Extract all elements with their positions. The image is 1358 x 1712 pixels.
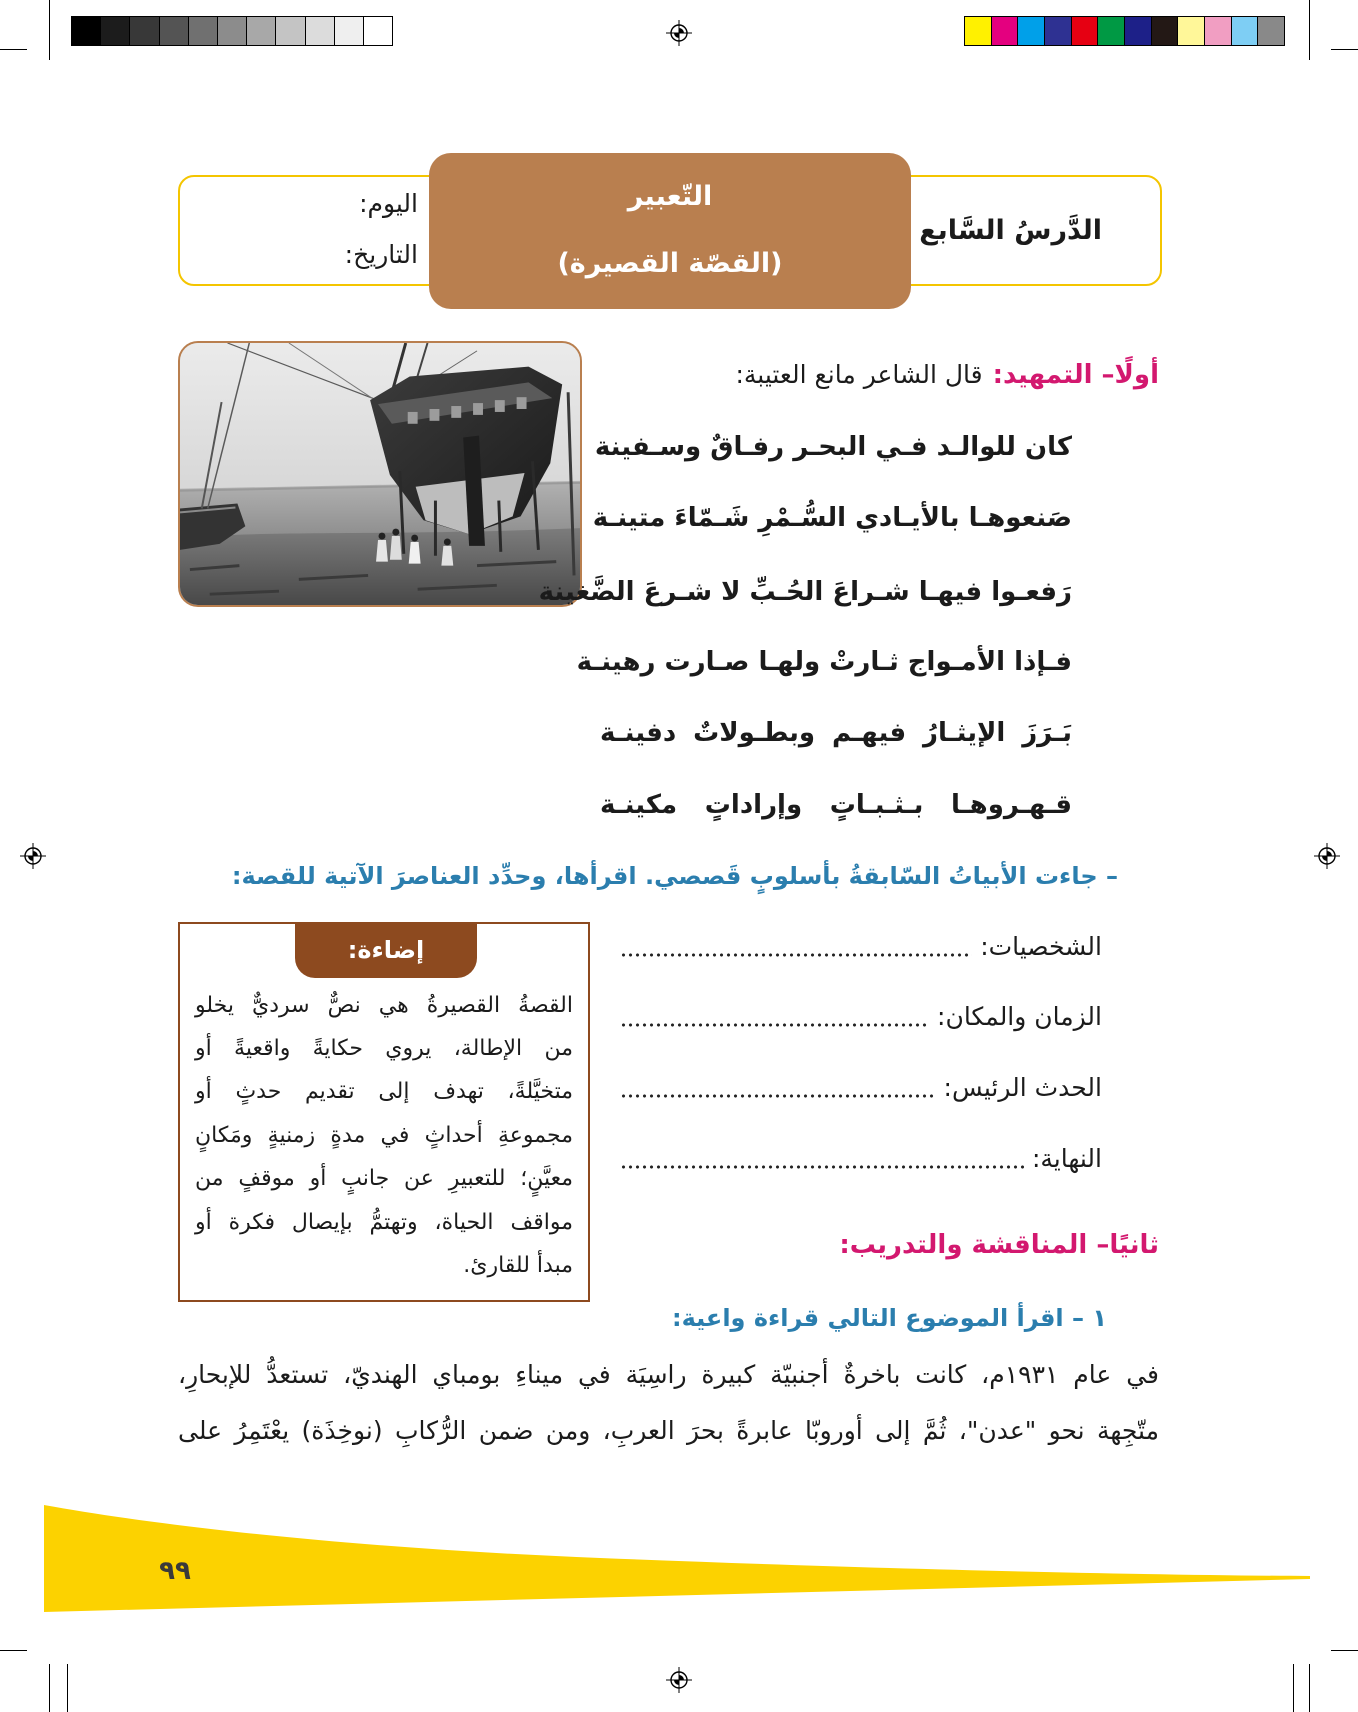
gray-patch <box>275 17 304 45</box>
note-text-line: القصةُ القصيرةُ هي نصٌّ سرديٌّ يخلو <box>195 993 573 1018</box>
poem-line: صَنعوهـا بالأيـادي السُّـمْرِ شَـمّاءَ متينـة <box>592 503 1072 533</box>
story-paragraph-line: في عام ١٩٣١م، كانت باخرةٌ أجنبيّة كبيرة راسِيَة في ميناءِ بومباي الهنديّ، تستعدُّ للإبحارِ، <box>178 1360 1159 1389</box>
color-calibration-bar <box>964 16 1285 46</box>
crop-mark <box>1331 1650 1358 1651</box>
crop-mark <box>67 1664 68 1712</box>
section1-heading: أولًا– التمهيد: <box>992 360 1159 390</box>
color-patch <box>965 17 991 45</box>
date-label: التاريخ: <box>344 240 418 269</box>
dotted-answer-line <box>620 952 972 958</box>
crop-mark <box>1309 1664 1310 1712</box>
gray-patch <box>246 17 275 45</box>
crop-mark <box>0 49 27 50</box>
grayscale-calibration-bar <box>71 16 393 46</box>
note-text-line: مجموعةِ أحداثٍ في مدةٍ زمنيةٍ ومَكانٍ <box>195 1123 573 1148</box>
lesson-title: التّعبير <box>627 181 713 212</box>
note-box <box>178 922 590 1302</box>
color-patch <box>1151 17 1178 45</box>
lesson-number: الدَّرسُ السَّابع <box>919 215 1102 246</box>
poem-line: قـهـروهـا بـثـبـاتٍ وإراداتٍ مكينـة <box>600 790 1072 820</box>
day-label: اليوم: <box>359 189 418 218</box>
poem-line: رَفعـوا فيهـا شـراعَ الحُـبِّ لا شـرعَ الضَّغينة <box>538 577 1072 607</box>
gray-patch <box>188 17 217 45</box>
registration-mark-icon <box>20 843 46 869</box>
color-patch <box>1044 17 1071 45</box>
note-text-line: معيَّنٍ؛ للتعبيرِ عن جانبٍ أو موقفٍ من <box>195 1166 573 1191</box>
dotted-answer-line <box>620 1093 936 1099</box>
note-title: إضاءة: <box>295 922 477 978</box>
gray-patch <box>363 17 392 45</box>
crop-mark <box>1293 1664 1294 1712</box>
note-text-line: مواقف الحياة، وتهتمُّ بإيصال فكرة أو <box>195 1210 573 1235</box>
ship-on-shore-image <box>180 343 580 605</box>
gray-patch <box>129 17 158 45</box>
poem-line: فـإذا الأمـواج ثـارتْ ولهـا صـارت رهينـة <box>576 647 1072 677</box>
crop-mark <box>49 0 50 60</box>
note-text-line: مبدأ للقارئ. <box>463 1253 573 1278</box>
gray-patch <box>72 17 100 45</box>
section2-heading: ثانيًا– المناقشة والتدريب: <box>839 1230 1159 1260</box>
gray-patch <box>217 17 246 45</box>
answer-label: الشخصيات: <box>980 932 1102 961</box>
answer-label: الزمان والمكان: <box>937 1002 1102 1031</box>
crop-mark <box>1331 49 1358 50</box>
color-patch <box>1177 17 1204 45</box>
crop-mark <box>0 1650 27 1651</box>
registration-mark-icon <box>666 20 692 46</box>
answer-line-main-event <box>620 1068 1102 1108</box>
registration-mark-icon <box>666 1667 692 1693</box>
color-patch <box>1231 17 1258 45</box>
registration-mark-icon <box>1314 843 1340 869</box>
gray-patch <box>159 17 188 45</box>
note-text-line: من الإطالة، يروي حكايةً واقعيةً أو <box>195 1036 573 1061</box>
gray-patch <box>305 17 334 45</box>
color-patch <box>1204 17 1231 45</box>
dotted-answer-line <box>620 1164 1024 1170</box>
color-patch <box>1071 17 1098 45</box>
color-patch <box>991 17 1018 45</box>
gray-patch <box>100 17 129 45</box>
lesson-title-box <box>429 153 911 309</box>
answer-line-characters <box>620 927 1102 967</box>
poem-line: كان للوالـد فـي البحـر رفـاقٌ وسـفينة <box>594 432 1072 462</box>
poet-intro: قال الشاعر مانع العتيبة: <box>735 360 983 389</box>
answer-label: النهاية: <box>1031 1144 1102 1173</box>
color-patch <box>1017 17 1044 45</box>
color-patch <box>1097 17 1124 45</box>
answer-line-time-place <box>620 997 1102 1037</box>
note-text-line: متخيَّلةً، تهدف إلى تقديم حدثٍ أو <box>195 1079 573 1104</box>
section1-heading-row <box>735 356 1159 394</box>
color-patch <box>1124 17 1151 45</box>
answer-line-ending <box>620 1139 1102 1179</box>
story-elements-instruction: – جاءت الأبياتُ السّابقةُ بأسلوبٍ قَصصي. اقرأها، وحدِّد العناصرَ الآتية للقصة: <box>231 862 1118 890</box>
crop-mark <box>1309 0 1310 60</box>
dotted-answer-line <box>620 1022 929 1028</box>
crop-mark <box>49 1664 50 1712</box>
color-patch <box>1257 17 1284 45</box>
answer-label: الحدث الرئيس: <box>943 1073 1102 1102</box>
story-paragraph-line: متّجِهة نحو "عدن"، ثُمَّ إلى أوروبّا عابرةً بحرَ العربِ، ومن ضمن الرُّكابِ (نوخِذَة) يعْتَمِرُ على <box>178 1416 1159 1445</box>
poem-line: بَـرَزَ الإيثـارُ فيهـم وبطـولاتٌ دفينـة <box>600 718 1072 748</box>
gray-patch <box>334 17 363 45</box>
ship-photo <box>178 341 582 607</box>
page-number: ٩٩ <box>159 1556 191 1586</box>
lesson-subtitle: (القصّة القصيرة) <box>557 248 783 279</box>
reading-task: ١ – اقرأ الموضوع التالي قراءة واعية: <box>671 1304 1107 1332</box>
